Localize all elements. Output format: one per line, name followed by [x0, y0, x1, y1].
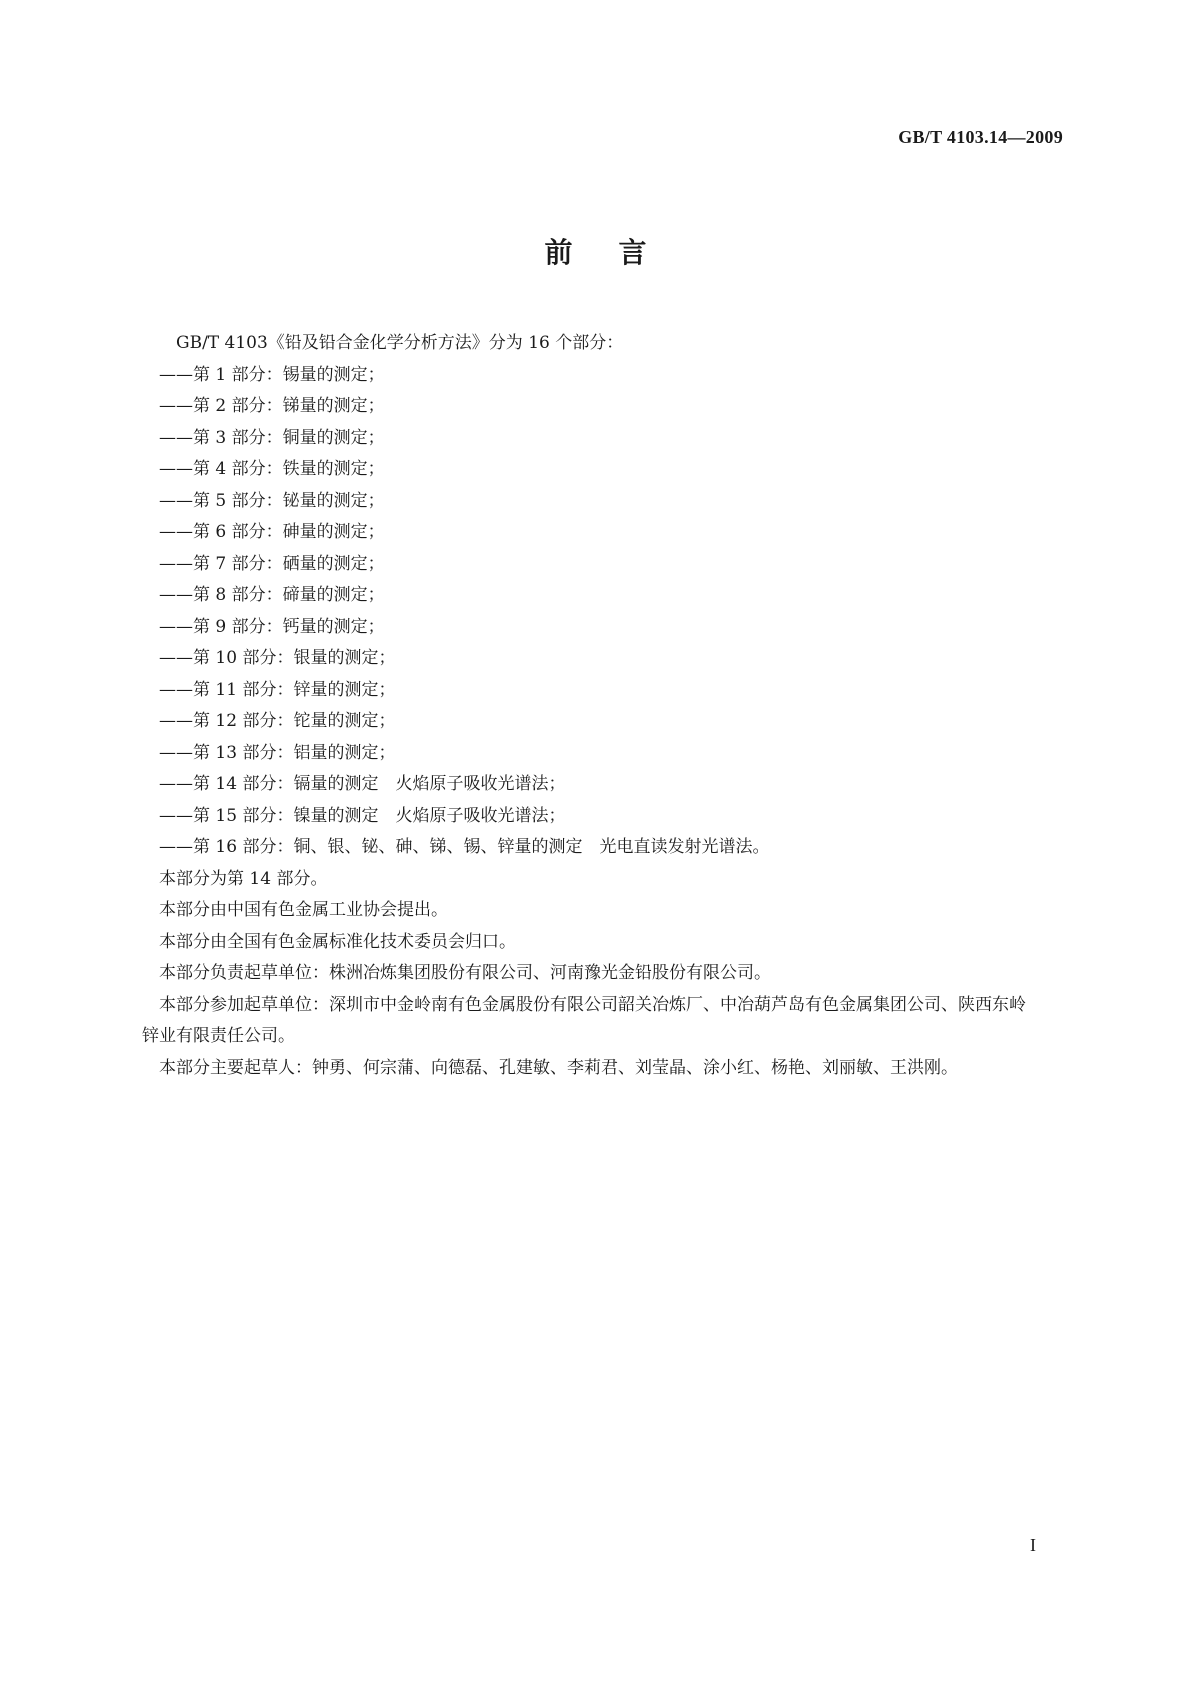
list-item: ——第 15 部分：镍量的测定 火焰原子吸收光谱法； — [159, 805, 566, 826]
page-number: I — [1030, 1535, 1036, 1555]
list-item: ——第 16 部分：铜、银、铋、砷、锑、锡、锌量的测定 光电直读发射光谱法。 — [159, 837, 770, 857]
parts-list — [159, 360, 1059, 864]
list-item: ——第 12 部分：铊量的测定； — [159, 711, 396, 731]
list-item: ——第 7 部分：硒量的测定； — [159, 553, 385, 574]
list-item: ——第 4 部分：铁量的测定； — [159, 459, 385, 479]
page-title: 前言 — [544, 236, 693, 269]
managed-by-statement: 本部分由全国有色金属标准化技术委员会归口。 — [159, 931, 516, 952]
list-item: ——第 11 部分：锌量的测定； — [159, 679, 396, 700]
this-part-statement: 本部分为第 14 部分。 — [159, 868, 328, 889]
participating-units-statement: 本部分参加起草单位：深圳市中金岭南有色金属股份有限公司韶关冶炼厂、中冶葫芦岛有色金属集团公司、陕西东岭锌业有限责任公司。 — [142, 994, 1026, 1046]
list-item: ——第 9 部分：钙量的测定； — [159, 616, 385, 637]
list-item: ——第 6 部分：砷量的测定； — [159, 522, 385, 542]
proposed-by-statement: 本部分由中国有色金属工业协会提出。 — [159, 900, 448, 920]
list-item: ——第 13 部分：铝量的测定； — [159, 742, 396, 763]
drafting-units-statement: 本部分负责起草单位：株洲冶炼集团股份有限公司、河南豫光金铅股份有限公司。 — [159, 963, 771, 983]
list-item: ——第 1 部分：锡量的测定； — [159, 364, 385, 385]
standard-number: GB/T 4103.14—2009 — [898, 127, 1063, 147]
list-item: ——第 14 部分：镉量的测定 火焰原子吸收光谱法； — [159, 774, 566, 794]
intro-paragraph: GB/T 4103《铅及铅合金化学分析方法》分为 16 个部分： — [176, 333, 624, 353]
main-drafters-statement: 本部分主要起草人：钟勇、何宗蒲、向德磊、孔建敏、李莉君、刘莹晶、涂小红、杨艳、刘丽敏、王洪刚。 — [159, 1057, 958, 1078]
foreword-body — [142, 328, 1059, 1084]
list-item: ——第 5 部分：铋量的测定； — [159, 490, 385, 511]
list-item: ——第 10 部分：银量的测定； — [159, 648, 396, 668]
list-item: ——第 2 部分：锑量的测定； — [159, 396, 385, 416]
list-item: ——第 3 部分：铜量的测定； — [159, 427, 385, 448]
list-item: ——第 8 部分：碲量的测定； — [159, 585, 385, 605]
